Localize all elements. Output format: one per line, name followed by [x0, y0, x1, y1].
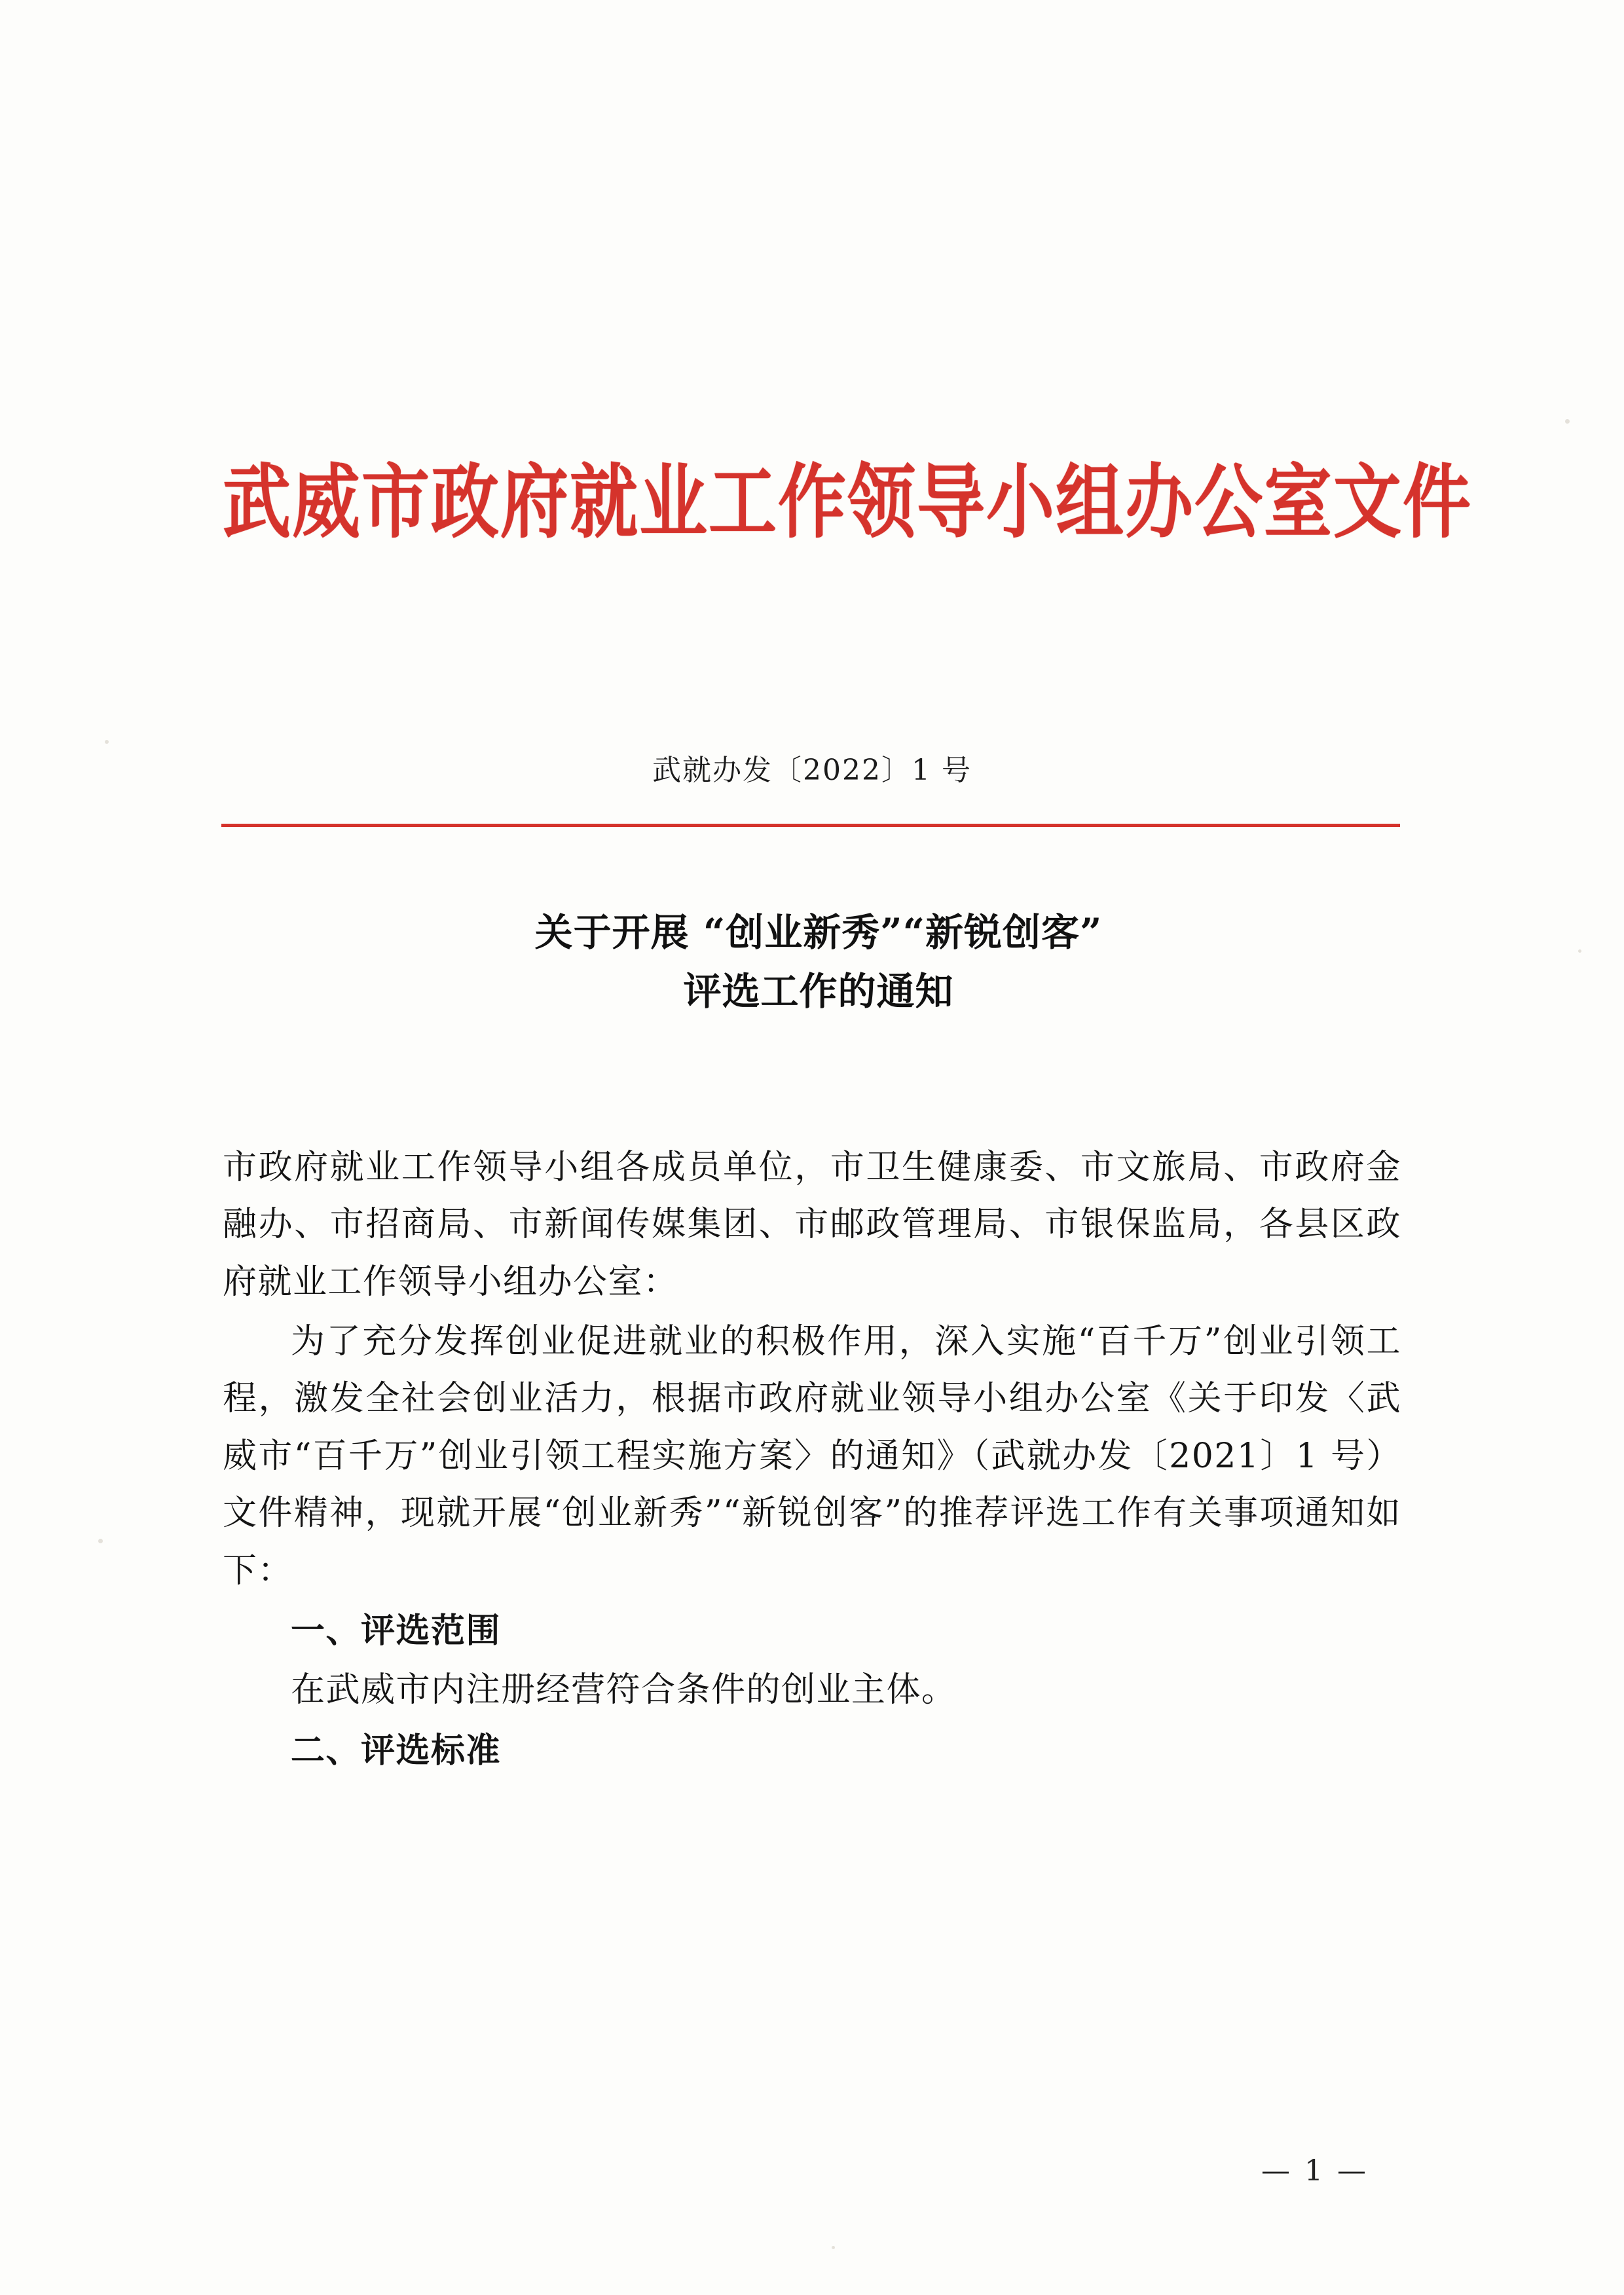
paragraph-background: 为了充分发挥创业促进就业的积极作用，深入实施“百千万”创业引领工程，激发全社会创业活力，根据市政府就业领导小组办公室《关于印发〈武威市“百千万”创业引领工程实施方案〉的通知》（武就办发〔2021〕1 号）文件精神，现就开展“创业新秀”“新锐创客”的推荐评选工作有关事项通知如下：: [223, 1322, 1401, 1590]
section-heading-one: 一、评选范围: [291, 1610, 502, 1651]
scan-speck: [98, 1539, 103, 1543]
subject-line-2: 评选工作的通知: [683, 968, 954, 1014]
scan-speck: [1565, 419, 1570, 424]
section-heading-two: 二、评选标准: [291, 1730, 502, 1771]
document-number: 武就办发〔2022〕1 号: [652, 754, 972, 787]
paragraph-addressees: 市政府就业工作领导小组各成员单位，市卫生健康委、市文旅局、市政府金融办、市招商局、市新闻传媒集团、市邮政管理局、市银保监局，各县区政府就业工作领导小组办公室：: [223, 1148, 1401, 1302]
red-divider-rule: [221, 824, 1400, 827]
scan-speck: [1578, 949, 1581, 953]
page-number: — 1 —: [1261, 2154, 1369, 2188]
document-body: [216, 0, 1473, 2295]
document-subject: [295, 904, 1342, 1021]
document-header-title: 武威市政府就业工作领导小组办公室文件: [223, 454, 1473, 550]
document-content: [223, 1139, 1401, 1782]
scan-speck: [105, 740, 109, 744]
subject-line-1: 关于开展 “创业新秀”“新锐创客”: [534, 910, 1103, 955]
section-one-body: 在武威市内注册经营符合条件的创业主体。: [291, 1670, 957, 1710]
